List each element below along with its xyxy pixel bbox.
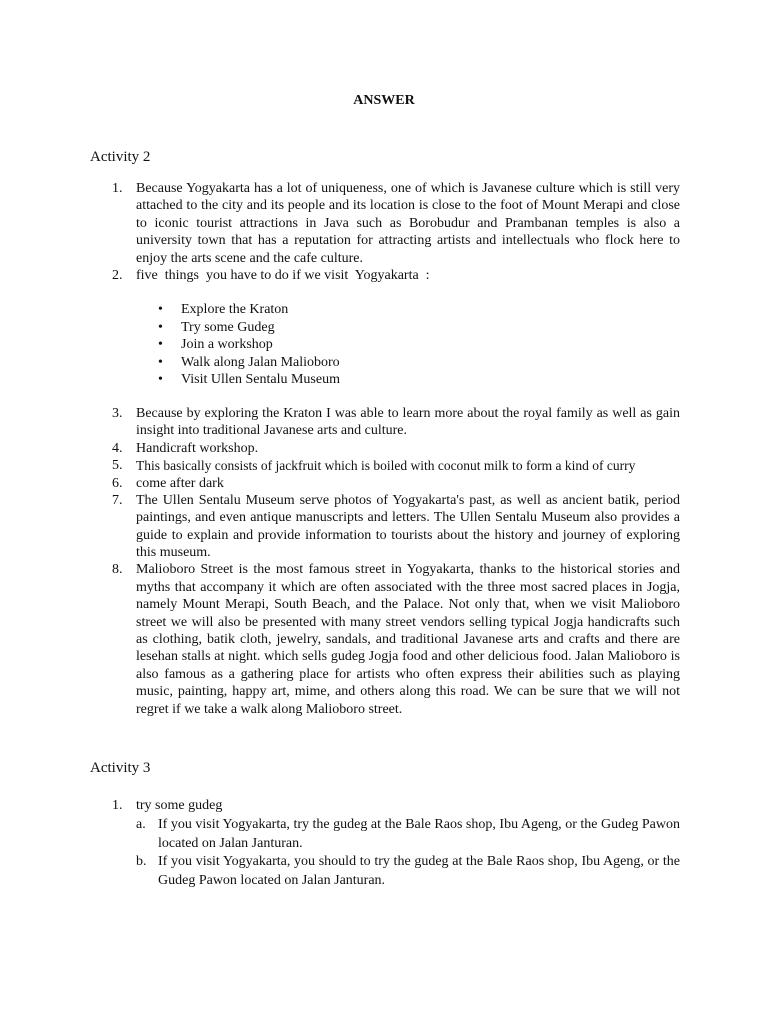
activity-2-list-continued xyxy=(108,405,680,718)
bullet-icon: • xyxy=(158,354,163,370)
item-text: Join a workshop xyxy=(181,337,273,353)
item-number: 2. xyxy=(112,268,123,284)
sub-item-text: If you visit Yogyakarta, try the gudeg at the Bale Raos shop, Ibu Ageng, or the Gudeg Pawon located on Jalan Janturan. xyxy=(158,817,680,851)
list-item xyxy=(156,371,556,389)
sub-item-text: If you visit Yogyakarta, you should to try the gudeg at the Bale Raos shop, Ibu Ageng, or the Gudeg Pawon located on Jalan Janturan. xyxy=(158,854,680,888)
item-text: Malioboro Street is the most famous street in Yogyakarta, thanks to the historical stories and myths that accompany it which are often associated with the three most sacred places in Jogja, namely Mount Merapi, South Beach, and the Palace. Not only that, when we visit Malioboro street we will also be presented with many street vendors selling typical Jogja handicrafts such as clothing, batik cloth, jewelry, sandals, and traditional Javanese arts and crafts and there are lesehan stalls at night. which sells gudeg Jogja food and other delicious food. Jalan Malioboro is also famous as a gathering place for artists who often express their abilities such as playing music, painting, happy art, mime, and others along this road. We can be sure that we will not regret if we take a walk along Malioboro street. xyxy=(136,562,680,717)
list-item xyxy=(108,405,680,440)
item-text: The Ullen Sentalu Museum serve photos of Yogyakarta's past, as well as ancient batik, period paintings, and even antique manuscripts and letters. The Ullen Sentalu Museum also provides a guide to explain and provide information to tourists about the history and journey of exploring this museum. xyxy=(136,492,680,561)
item-text: Try some Gudeg xyxy=(181,319,275,335)
item-text: Visit Ullen Sentalu Museum xyxy=(181,372,340,388)
item-text: Handicraft workshop. xyxy=(136,440,259,456)
list-item xyxy=(156,354,556,372)
list-item xyxy=(108,267,680,284)
list-item xyxy=(108,475,680,492)
item-text: come after dark xyxy=(136,475,224,491)
list-item xyxy=(156,301,556,319)
item-number: 6. xyxy=(112,475,123,491)
item-text: This basically consists of jackfruit which is boiled with coconut milk to form a kind of curry xyxy=(136,457,636,473)
list-item xyxy=(108,492,680,562)
item-text: Because by exploring the Kraton I was able to learn more about the royal family as well as gain insight into traditional Javanese arts and culture. xyxy=(136,406,680,439)
item-number: 5. xyxy=(112,457,123,473)
sub-list-item xyxy=(136,853,680,890)
activity-3-list xyxy=(108,797,680,814)
item-text: Walk along Jalan Malioboro xyxy=(181,354,340,370)
item-number: 1. xyxy=(112,798,123,813)
sub-item-letter: a. xyxy=(136,817,146,832)
list-item xyxy=(108,180,680,267)
list-item xyxy=(156,336,556,354)
page-title: ANSWER xyxy=(353,93,415,108)
list-item xyxy=(156,319,556,337)
bullet-icon: • xyxy=(158,319,163,335)
item-text: Because Yogyakarta has a lot of uniqueness, one of which is Javanese culture which is still very attached to the city and its people and its location is close to the foot of Mount Merapi and close to iconic tourist attractions in Java such as Borobudur and Prambanan temples is also a university town that has a reputation for attracting artists and intellectuals who flock here to enjoy the arts scene and the cafe culture. xyxy=(136,181,680,266)
activity-2-list xyxy=(108,180,680,284)
item-number: 3. xyxy=(112,406,123,421)
item-text: Explore the Kraton xyxy=(181,302,289,317)
list-item xyxy=(108,440,680,457)
bullet-icon: • xyxy=(158,372,163,388)
list-item xyxy=(108,457,680,475)
item-number: 8. xyxy=(112,562,123,578)
things-to-do-list xyxy=(156,301,556,389)
item-number: 4. xyxy=(112,440,123,456)
sub-item-letter: b. xyxy=(136,854,147,869)
list-item xyxy=(108,561,680,718)
item-number: 7. xyxy=(112,492,123,508)
activity-2-heading: Activity 2 xyxy=(90,149,151,165)
activity-3-heading: Activity 3 xyxy=(90,760,151,776)
item-text: five things you have to do if we visit Yogyakarta : xyxy=(136,268,430,284)
activity-3-sublist xyxy=(108,816,680,890)
item-number: 1. xyxy=(112,181,123,196)
sub-list-item xyxy=(136,816,680,853)
list-item xyxy=(108,797,680,814)
bullet-icon: • xyxy=(158,337,163,353)
item-text: try some gudeg xyxy=(136,798,223,813)
bullet-icon: • xyxy=(158,302,163,317)
